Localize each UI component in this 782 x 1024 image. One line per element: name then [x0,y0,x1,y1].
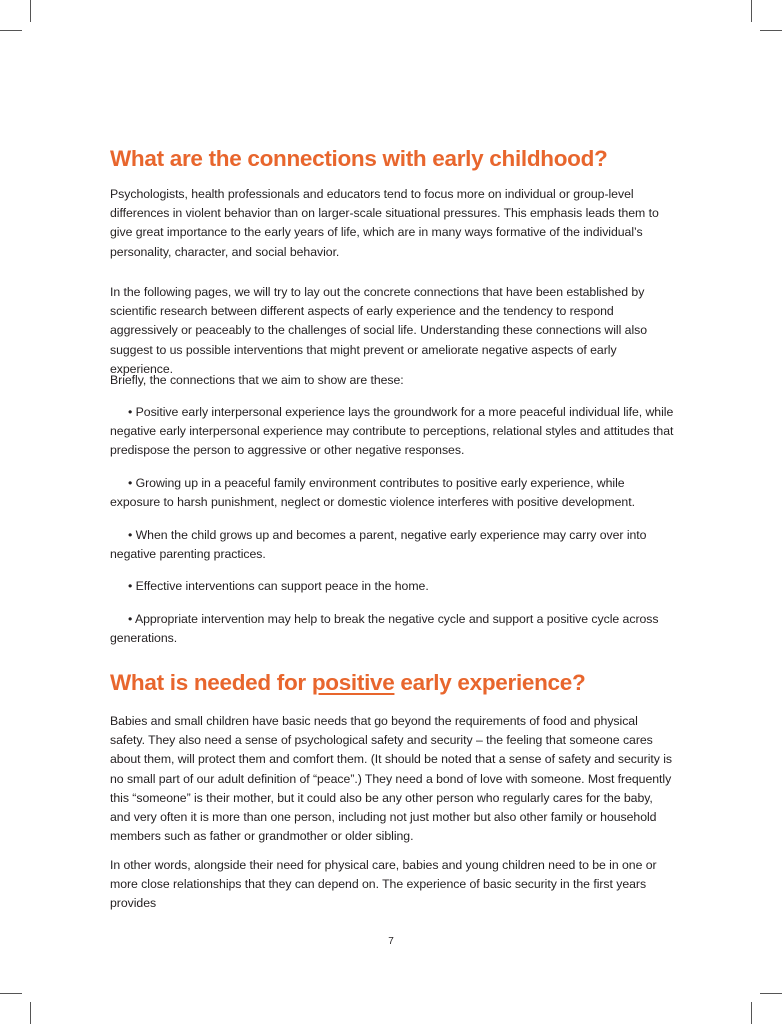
paragraph-in-other-words: In other words, alongside their need for physical care, babies and young children need to be in one or more close relationships that they can depend on. The experience of basic security in the first years provides [110,858,657,911]
heading-text-after: early experience? [394,670,586,695]
paragraph-briefly: Briefly, the connections that we aim to show are these: [110,373,404,387]
bullet-positive-experience: • Positive early interpersonal experience lays the groundwork for a more peaceful individual life, while negative early interpersonal experience may contribute to perceptions, relational styles and attitudes that predispose the person to aggressive or other negative responses. [110,405,674,458]
section-heading-early-childhood: What are the connections with early childhood? [110,146,608,171]
crop-mark-bottom-left-horizontal [0,993,22,994]
heading-underlined-word: positive [311,670,395,695]
bullet-peaceful-family: • Growing up in a peaceful family environment contributes to positive early experience, while exposure to harsh punishment, neglect or domestic violence interferes with positive development. [110,476,635,510]
bullet-child-becomes-parent: • When the child grows up and becomes a parent, negative early experience may carry over into negative parenting practices. [110,528,647,562]
crop-mark-top-right-vertical [751,0,752,22]
crop-mark-bottom-left-vertical [30,1002,31,1024]
heading-text-before: What is needed for [110,670,312,695]
paragraph-following-pages: In the following pages, we will try to lay out the concrete connections that have been established by scientific research between different aspects of early experience and the tendency to respond aggressively or peaceably to the challenges of social life. Understanding these connections will also suggest to us possible interventions that might prevent or ameliorate negative aspects of early experience. [110,285,648,376]
bullet-effective-interventions: • Effective interventions can support peace in the home. [128,579,429,593]
paragraph-babies-needs: Babies and small children have basic needs that go beyond the requirements of food and physical safety. They also need a sense of psychological safety and security – the feeling that someone cares about them, will protect them and comfort them. (It should be noted that a sense of safety and security is no small part of our adult definition of “peace”.) They need a bond of love with someone. Most frequently this “someone” is their mother, but it could also be any other person who regularly cares for the baby, and very often it is more than one person, including not just mother but also other family or household members such as father or grandmother or older sibling. [110,714,673,844]
crop-mark-bottom-right-horizontal [760,993,782,994]
crop-mark-top-left-horizontal [0,30,22,31]
crop-mark-top-right-horizontal [760,30,782,31]
crop-mark-top-left-vertical [30,0,31,22]
crop-mark-bottom-right-vertical [751,1002,752,1024]
paragraph-psychologists: Psychologists, health professionals and educators tend to focus more on individual or group-level differences in violent behavior than on larger-scale situational pressures. This emphasis leads them to give great importance to the early years of life, which are in many ways formative of the individual’s personality, character, and social behavior. [110,187,659,259]
page-number: 7 [388,936,394,947]
section-heading-positive-experience [110,670,585,696]
bullet-appropriate-intervention: • Appropriate intervention may help to break the negative cycle and support a positive cycle across generations. [110,612,659,646]
